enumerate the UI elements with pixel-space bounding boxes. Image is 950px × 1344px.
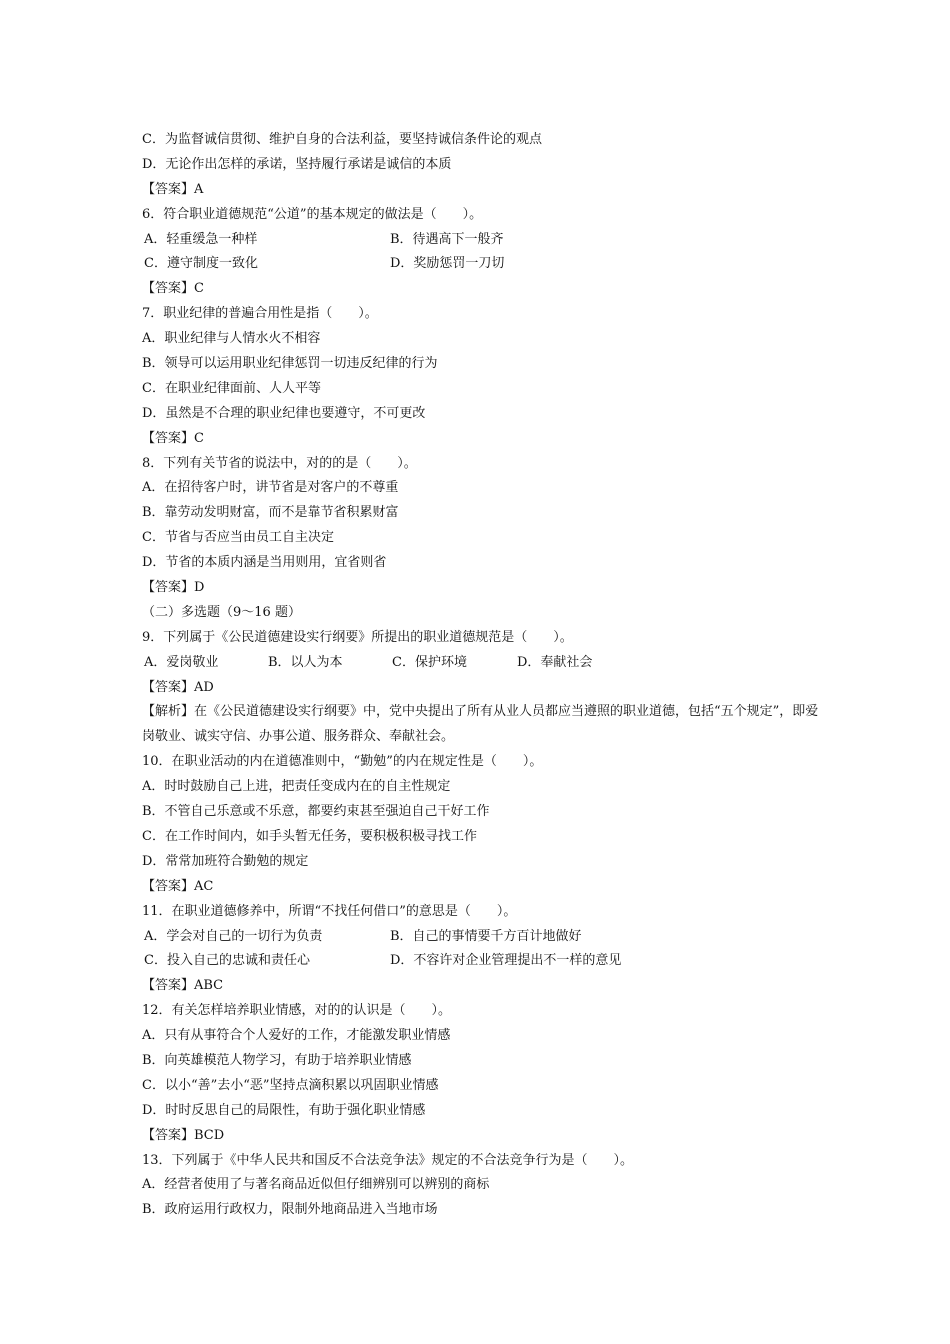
question-12: 12．有关怎样培养职业情感，对的的认识是（ ）。 xyxy=(142,1003,452,1019)
option-line: C．为监督诚信贯彻、维护自身的合法利益，要坚持诚信条件论的观点 xyxy=(142,132,542,147)
option-line: B．不管自己乐意或不乐意，都要约束甚至强迫自己干好工作 xyxy=(142,804,490,820)
option-line: C．在工作时间内，如手头暂无任务，要积极积极寻找工作 xyxy=(142,828,477,844)
document-body xyxy=(142,128,822,1223)
option-line: C．节省与否应当由员工自主决定 xyxy=(142,530,334,546)
option-line: D．常常加班符合勤勉的规定 xyxy=(142,853,309,869)
answer-line: 【答案】AC xyxy=(142,878,214,894)
explanation-paragraph: 【解析】在《公民道德建设实行纲要》中，党中央提出了所有从业人员都应当遵照的职业道德，包括“五个规定”，即爱岗敬业、诚实守信、办事公道、服务群众、奉献社会。 xyxy=(142,704,819,745)
answer-line: 【答案】A xyxy=(142,181,204,197)
question-6: 6．符合职业道德规范“公道”的基本规定的做法是（ ）。 xyxy=(142,206,483,222)
answer-line: 【答案】ABC xyxy=(142,978,224,994)
option-row xyxy=(142,651,822,676)
question-11: 11．在职业道德修养中，所谓“不找任何借口”的意思是（ ）。 xyxy=(142,903,517,919)
option-d: D．奖励惩罚一刀切 xyxy=(390,256,505,272)
option-c: C．遵守制度一致化 xyxy=(144,256,258,272)
answer-line: 【答案】D xyxy=(142,580,205,596)
option-row xyxy=(142,925,822,950)
option-d: D．不容许对企业管理提出不一样的意见 xyxy=(390,953,622,969)
option-a: A．学会对自己的一切行为负责 xyxy=(144,928,323,944)
section-heading: （二）多选题（9～16 题） xyxy=(142,604,301,620)
option-b: B．以人为本 xyxy=(268,654,343,670)
option-line: C．在职业纪律面前、人人平等 xyxy=(142,380,321,396)
option-line: A．经营者使用了与著名商品近似但仔细辨别可以辨别的商标 xyxy=(142,1177,490,1193)
answer-line: 【答案】C xyxy=(142,430,204,446)
option-line: C．以小“善”去小“恶”坚持点滴积累以巩固职业情感 xyxy=(142,1077,439,1093)
option-row xyxy=(142,252,822,277)
answer-line: 【答案】BCD xyxy=(142,1127,225,1143)
option-row xyxy=(142,228,822,253)
question-13: 13．下列属于《中华人民共和国反不合法竞争法》规定的不合法竞争行为是（ ）。 xyxy=(142,1152,634,1168)
answer-line: 【答案】C xyxy=(142,281,204,297)
option-line: B．政府运用行政权力，限制外地商品进入当地市场 xyxy=(142,1202,438,1218)
option-line: B．靠劳动发明财富，而不是靠节省积累财富 xyxy=(142,505,399,521)
question-10: 10．在职业活动的内在道德准则中，“勤勉”的内在规定性是（ ）。 xyxy=(142,754,543,770)
option-c: C．投入自己的忠诚和责任心 xyxy=(144,953,310,969)
option-line: D．虽然是不合理的职业纪律也要遵守，不可更改 xyxy=(142,405,426,421)
option-b: B．待遇高下一般齐 xyxy=(390,231,504,247)
option-line: B．领导可以运用职业纪律惩罚一切违反纪律的行为 xyxy=(142,356,438,372)
option-a: A．爱岗敬业 xyxy=(144,654,219,670)
option-line: A．职业纪律与人情水火不相容 xyxy=(142,331,321,347)
option-line: D．无论作出怎样的承诺，坚持履行承诺是诚信的本质 xyxy=(142,156,452,172)
option-b: B．自己的事情要千方百计地做好 xyxy=(390,928,582,944)
question-9: 9．下列属于《公民道德建设实行纲要》所提出的职业道德规范是（ ）。 xyxy=(142,629,573,645)
answer-line: 【答案】AD xyxy=(142,679,214,695)
option-line: D．节省的本质内涵是当用则用，宜省则省 xyxy=(142,555,387,571)
option-line: A．只有从事符合个人爱好的工作，才能激发职业情感 xyxy=(142,1028,451,1044)
option-line: D．时时反思自己的局限性，有助于强化职业情感 xyxy=(142,1102,426,1118)
option-line: A．在招待客户时，讲节省是对客户的不尊重 xyxy=(142,480,399,496)
question-7: 7．职业纪律的普遍合用性是指（ ）。 xyxy=(142,306,378,322)
option-c: C．保护环境 xyxy=(392,654,467,670)
option-row xyxy=(142,949,822,974)
option-line: B．向英雄模范人物学习，有助于培养职业情感 xyxy=(142,1052,412,1068)
option-d: D．奉献社会 xyxy=(517,654,593,670)
question-8: 8．下列有关节省的说法中，对的的是（ ）。 xyxy=(142,455,417,471)
option-line: A．时时鼓励自己上进，把责任变成内在的自主性规定 xyxy=(142,779,451,795)
option-a: A．轻重缓急一种样 xyxy=(144,231,258,247)
